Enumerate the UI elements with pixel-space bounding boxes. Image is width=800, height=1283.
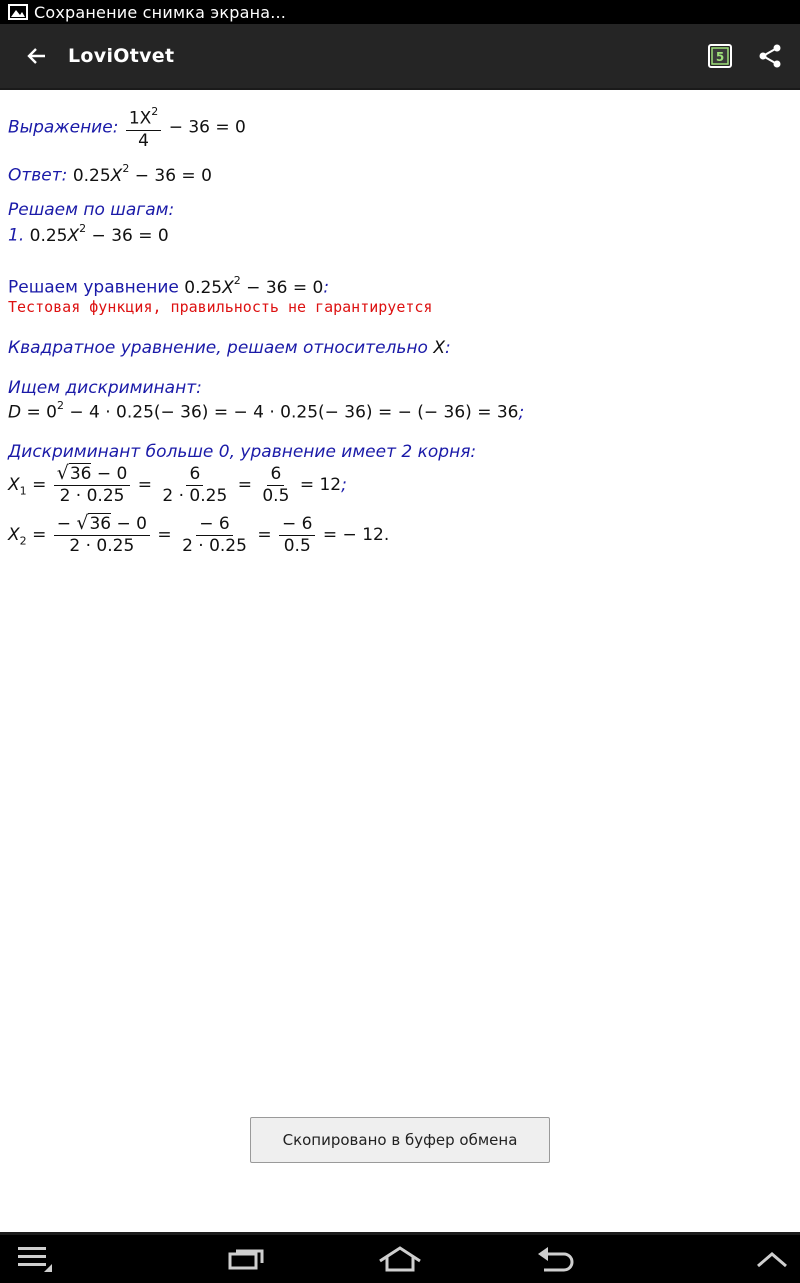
share-icon bbox=[757, 43, 783, 69]
x2-fraction-3: $\frac{- 6}{0.5}$ bbox=[279, 515, 315, 556]
recent-apps-icon bbox=[224, 1244, 268, 1274]
back-nav-button[interactable] bbox=[528, 1243, 584, 1275]
share-button[interactable] bbox=[750, 36, 790, 76]
recent-apps-button[interactable] bbox=[218, 1243, 274, 1275]
menu-icon bbox=[10, 1244, 54, 1274]
app-bar bbox=[0, 24, 800, 90]
system-navigation-bar bbox=[0, 1232, 800, 1283]
expression-line bbox=[8, 104, 246, 151]
discriminant-heading: Ищем дискриминант: bbox=[8, 378, 202, 398]
solve-equation-line: Решаем уравнение $0.25X^2 - 36 = 0$: bbox=[8, 274, 330, 298]
home-button[interactable] bbox=[372, 1243, 428, 1275]
steps-heading: Решаем по шагам: bbox=[8, 200, 175, 220]
x1-fraction-2: $\frac{6}{2 \cdot 0.25}$ bbox=[162, 463, 228, 506]
x2-result: − 12 bbox=[342, 525, 384, 545]
home-icon bbox=[375, 1244, 425, 1274]
answer-line bbox=[8, 164, 212, 186]
status-notification-text: Сохранение снимка экрана... bbox=[34, 2, 287, 22]
root-x2: $X_2$ = $\frac{- √36 - 0}{2 \cdot 0.25}$ = $\frac{- 6}{2 \cdot 0.25}$ = $\frac{- 6}{0.5}$ = − 12. bbox=[8, 512, 390, 556]
step-number: 1. bbox=[8, 225, 25, 246]
arrow-left-icon bbox=[25, 45, 47, 67]
x2-fraction-2: $\frac{- 6}{2 \cdot 0.25}$ bbox=[182, 513, 247, 556]
x1-result: 12 bbox=[319, 475, 342, 495]
calculator-icon bbox=[707, 43, 733, 69]
calculator-button[interactable] bbox=[700, 36, 740, 76]
expression-fraction: $\frac{1X^2}{4}$ bbox=[126, 104, 161, 151]
expression-numerator: 1X bbox=[128, 108, 152, 129]
solve-equation: $0.25X^2 - 36 = 0$ bbox=[184, 274, 324, 298]
status-bar bbox=[0, 0, 800, 24]
back-icon bbox=[534, 1244, 578, 1274]
step-expression: $0.25X^2 - 36 = 0$ bbox=[29, 222, 169, 246]
root-x1: $X_1$ = $\frac{√36 - 0}{2 \cdot 0.25}$ = $\frac{6}{2 \cdot 0.25}$ = $\frac{6}{0.5}$ = 12; bbox=[8, 462, 347, 506]
image-icon bbox=[8, 4, 28, 20]
x1-fraction-1: $\frac{√36 - 0}{2 \cdot 0.25}$ bbox=[54, 464, 131, 506]
expression-denominator: 4 bbox=[138, 130, 149, 151]
x2-fraction-1: $\frac{- √36 - 0}{2 \cdot 0.25}$ bbox=[54, 514, 150, 556]
step-1 bbox=[8, 224, 169, 246]
expression-rest: − 36 = 0 bbox=[168, 117, 246, 138]
discriminant-formula: $D = 0^2 - 4 \cdot 0.25(- 36)$ = − 4 · 0.25(− 36) = − (− 36) = 36; bbox=[8, 399, 525, 423]
back-button[interactable] bbox=[16, 36, 56, 76]
app-title: LoviOtvet bbox=[68, 45, 175, 67]
expression-label: Выражение: bbox=[8, 117, 119, 138]
collapse-button[interactable] bbox=[744, 1243, 800, 1275]
quadratic-variable: X bbox=[433, 338, 445, 358]
collapse-icon bbox=[752, 1244, 792, 1274]
warning-text: Тестовая функция, правильность не гарантируется bbox=[8, 298, 433, 316]
clipboard-toast: Скопировано в буфер обмена bbox=[250, 1117, 550, 1163]
x1-fraction-3: $\frac{6}{0.5}$ bbox=[262, 463, 290, 506]
solve-label: Решаем уравнение bbox=[8, 277, 179, 298]
roots-heading: Дискриминант больше 0, уравнение имеет 2 корня: bbox=[8, 442, 477, 462]
menu-button[interactable] bbox=[4, 1243, 60, 1275]
answer-label: Ответ: bbox=[8, 165, 68, 186]
quadratic-line: Квадратное уравнение, решаем относительно X: bbox=[8, 338, 451, 358]
answer-value: $0.25X^2 - 36 = 0$ bbox=[72, 162, 212, 186]
svg-text:5: 5 bbox=[715, 50, 725, 64]
